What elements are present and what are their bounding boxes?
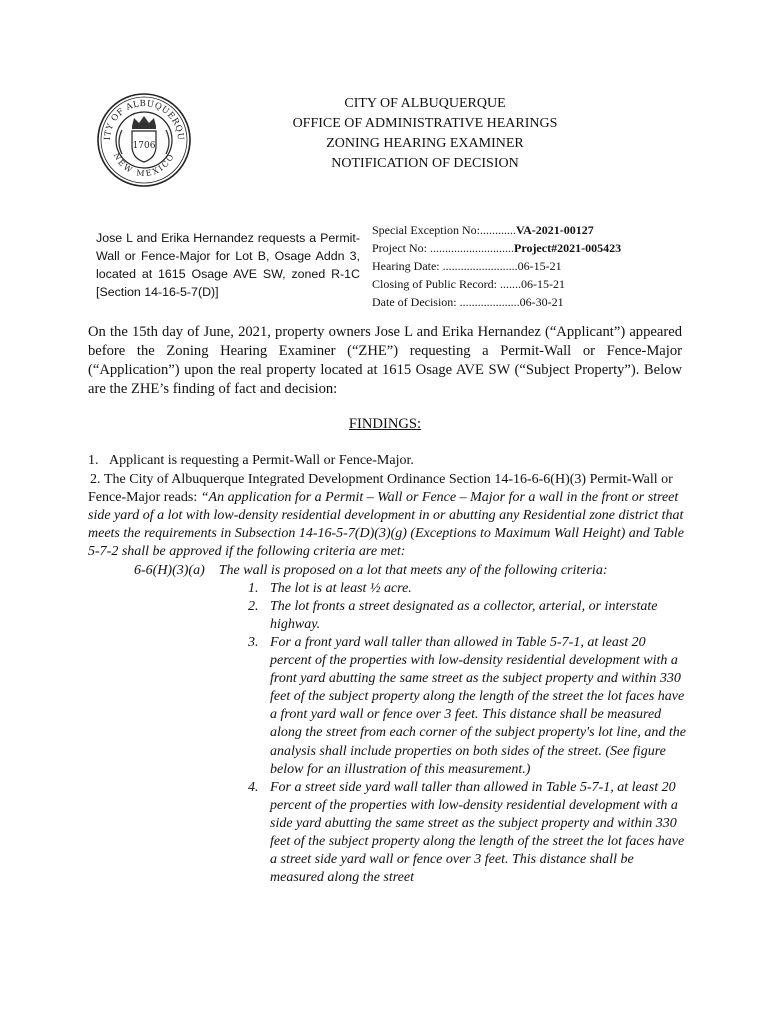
finding-1-text: Applicant is requesting a Permit-Wall or Fence-Major. — [109, 453, 414, 468]
closing-record-label: Closing of Public Record: ....... — [372, 277, 521, 291]
finding-2-text: The City of Albuquerque Integrated Development Ordinance Section 14-16-6-6(H)(3) Permit-Wall or Fence-Major reads: — [88, 472, 673, 506]
seal-ring-bottom-text: NEW MEXICO — [111, 151, 177, 179]
criterion-1 — [248, 580, 700, 598]
project-number-label: Project No: ............................ — [372, 241, 514, 255]
criterion-3 — [248, 634, 688, 779]
intro-paragraph: On the 15th day of June, 2021, property owners Jose L and Erika Hernandez (“Applicant”) appeared before the Zoning Hearing Examiner (“ZHE”) requesting a Permit-Wall or Fence-Major (“Application”) upon the real property located at 1615 Osage AVE SW (“Subject Property”). Below are the ZHE’s finding of fact and decision: — [88, 324, 682, 397]
special-exception-value: VA-2021-00127 — [515, 223, 594, 237]
decision-date-value: 06-30-21 — [519, 295, 564, 309]
case-caption: Jose L and Erika Hernandez requests a Permit-Wall or Fence-Major for Lot B, Osage Addn 3, located at 1615 Osage AVE SW, zoned R-1C [Section 14-16-5-7(D)] — [96, 231, 360, 299]
header-line-examiner: ZONING HEARING EXAMINER — [326, 136, 524, 151]
case-info-block — [372, 221, 662, 311]
document-header — [0, 94, 770, 174]
criterion-3-text: For a front yard wall taller than allowed in Table 5-7-1, at least 20 percent of the properties with low-density residential development with a front yard abutting the same street as the subject property and within 330 feet of the subject property along the length of the street the lot faces have a front yard wall or fence over 3 feet. This distance shall be measured along the street from each corner of the subject property's lot line, and the analysis shall include properties on both sides of the street. (See figure below for an illustration of this measurement.) — [270, 634, 686, 777]
decision-date-label: Date of Decision: .................... — [372, 295, 520, 309]
hearing-date-row — [372, 257, 662, 275]
criterion-2-number: 2. — [248, 598, 259, 614]
criterion-2 — [248, 598, 670, 634]
finding-item-1 — [88, 452, 688, 470]
criterion-1-number: 1. — [248, 580, 259, 596]
criterion-4 — [248, 779, 688, 888]
closing-record-value: 06-15-21 — [521, 277, 565, 291]
seal-center-text: 1706 — [132, 141, 156, 151]
finding-2-number: 2. — [90, 472, 101, 488]
finding-1-number: 1. — [88, 453, 99, 468]
hearing-date-value: 06-15-21 — [517, 259, 562, 273]
seal-ring-top-text: ITY OF ALBUQUERQU — [102, 98, 186, 141]
special-exception-row — [372, 221, 662, 239]
header-line-notification: NOTIFICATION OF DECISION — [331, 156, 519, 171]
closing-record-row — [372, 275, 662, 293]
criteria-subheading: 6-6(H)(3)(a) The wall is proposed on a lot that meets any of the following criteria: — [134, 562, 608, 578]
criterion-1-text: The lot is at least ½ acre. — [270, 580, 412, 596]
findings-list — [88, 452, 688, 887]
hearing-date-label: Hearing Date: ......................... — [372, 259, 518, 273]
header-line-office: OFFICE OF ADMINISTRATIVE HEARINGS — [292, 116, 558, 131]
project-number-value: Project#2021-005423 — [514, 241, 622, 255]
criterion-4-number: 4. — [248, 779, 259, 795]
decision-date-row — [372, 293, 662, 311]
criterion-4-text: For a street side yard wall taller than allowed in Table 5-7-1, at least 20 percent of the properties with low-density residential development with a side yard abutting the same street as the subject property and within 330 feet of the subject property along the length of the street the lot faces have a street side yard wall or fence over 3 feet. This distance shall be measured along the street — [270, 779, 685, 886]
finding-item-2 — [88, 471, 688, 561]
findings-heading: FINDINGS: — [348, 416, 422, 432]
criterion-3-number: 3. — [248, 634, 259, 650]
project-number-row — [372, 239, 662, 257]
finding-2-quote: “An application for a Permit – Wall or Fence – Major for a wall in the front or street side yard of a lot with low-density residential development in or abutting any Residential zone district that meets the requirements in Subsection 14-16-5-7(D)(3)(g) (Exceptions to Maximum Wall Height) and Table 5-7-2 shall be approved if the following criteria are met: — [88, 490, 684, 560]
criterion-2-text: The lot fronts a street designated as a collector, arterial, or interstate highway. — [270, 598, 658, 632]
header-line-city: CITY OF ALBUQUERQUE — [344, 96, 506, 111]
special-exception-label: Special Exception No:............ — [372, 223, 516, 237]
